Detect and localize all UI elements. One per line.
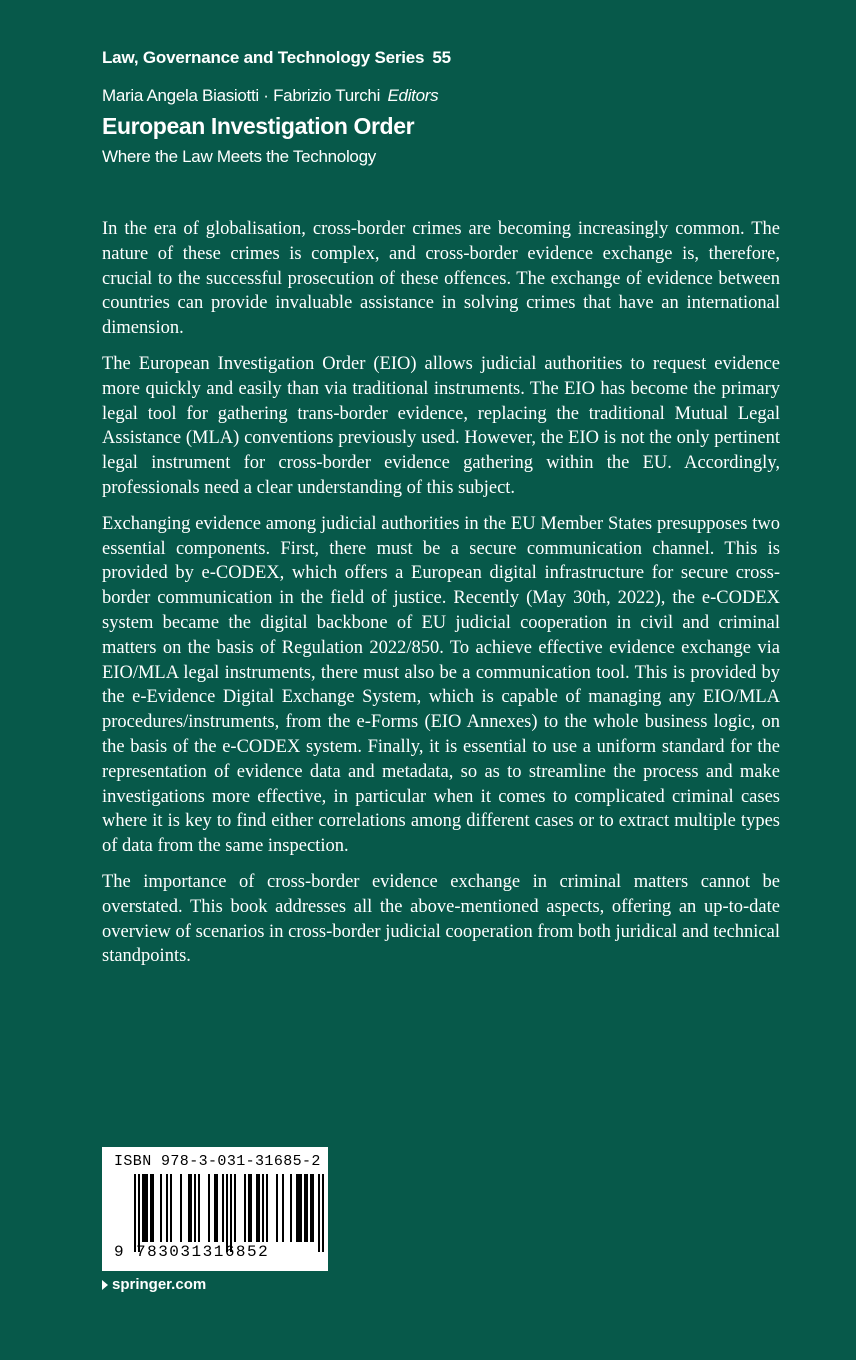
barcode-bar [310,1174,312,1242]
barcode-bar [146,1174,148,1242]
barcode-bar [296,1174,298,1242]
barcode-bar [258,1174,260,1242]
ean-digits: 783031316852 [136,1243,270,1261]
book-subtitle: Where the Law Meets the Technology [102,147,376,166]
barcode-bar [282,1174,284,1242]
series-number: 55 [432,48,451,67]
arrow-right-icon [102,1280,108,1290]
barcode-bar [322,1174,324,1252]
isbn-barcode [102,1147,328,1271]
barcode-bar [262,1174,264,1242]
book-title: European Investigation Order [102,113,415,139]
barcode-bar [298,1174,300,1242]
barcode-bar [266,1174,268,1242]
barcode-bar [166,1174,168,1242]
series-line [102,48,451,68]
editor-names: Maria Angela Biasiotti · Fabrizio Turchi [102,86,381,105]
barcode-bar [194,1174,196,1242]
barcode-bar [188,1174,190,1242]
barcode-bar [256,1174,258,1242]
barcode-bar [222,1174,224,1242]
barcode-bar [180,1174,182,1242]
barcode-bar [214,1174,216,1242]
barcode-bar [150,1174,152,1242]
publisher-url: springer.com [112,1276,207,1293]
barcode-bar [300,1174,302,1242]
barcode-bar [170,1174,172,1242]
blurb-paragraph: Exchanging evidence among judicial authorities in the EU Member States presupposes two essential components. First, there must be a secure communication channel. This is provided by e-CODEX, which offers a European digital infrastructure for secure cross-border communication in the field of justice. Recently (May 30th, 2022), the e-CODEX system became the digital backbone of EU judicial cooperation in civil and criminal matters on the basis of Regulation 2022/850. To achieve effective evidence exchange via EIO/MLA legal instruments, there must also be a communication tool. This is provided by the e-Evidence Digital Exchange System, which is capable of managing any EIO/MLA procedures/instruments, from the e-Forms (EIO Annexes) to the whole business logic, on the basis of the e-CODEX system. Finally, it is essential to use a uniform standard for the representation of evidence data and metadata, so as to streamline the process and make investigations more effective, in particular when it comes to complicated criminal cases where it is key to find either correlations among different cases or to extract multiple types of data from the same inspection. [102,513,780,857]
barcode-bar [134,1174,136,1252]
ean-first-digit: 9 [114,1243,124,1261]
barcode-bar [190,1174,192,1242]
barcode-bar [226,1174,228,1252]
barcode-bar [248,1174,250,1242]
isbn-label: ISBN 978-3-031-31685-2 [114,1153,321,1170]
barcode-bar [306,1174,308,1242]
editors-role: Editors [387,86,439,105]
barcode-bar [244,1174,246,1242]
editors-line [102,86,438,106]
series-name: Law, Governance and Technology Series [102,48,425,67]
barcode-bar [160,1174,162,1242]
barcode-bar [290,1174,292,1242]
barcode-bar [304,1174,306,1242]
barcode-bar [152,1174,154,1242]
blurb-paragraph: The European Investigation Order (EIO) allows judicial authorities to request evidence more quickly and easily than via traditional instruments. The EIO has become the primary legal tool for gathering trans-border evidence, replacing the traditional Mutual Legal Assistance (MLA) conventions previously used. However, the EIO is not the only pertinent legal instrument for cross-border evidence gathering within the EU. Accordingly, professionals need a clear understanding of this subject. [102,353,780,498]
barcode-bar [216,1174,218,1242]
barcode-bar [142,1174,144,1242]
barcode-bar [250,1174,252,1242]
barcode-bar [318,1174,320,1252]
blurb-paragraph: The importance of cross-border evidence exchange in criminal matters cannot be overstated. This book addresses all the above-mentioned aspects, offering an up-to-date overview of scenarios in cross-border judicial cooperation from both juridical and technical standpoints. [102,871,780,967]
blurb-paragraph: In the era of globalisation, cross-border crimes are becoming increasingly common. The nature of these crimes is complex, and cross-border evidence exchange is, therefore, crucial to the successful prosecution of these offences. The exchange of evidence between countries can provide invaluable assistance in solving crimes that have an international dimension. [102,219,780,339]
barcode-bar [312,1174,314,1242]
barcode-bar [138,1174,140,1252]
barcode-bar [234,1174,236,1242]
barcode-bar [208,1174,210,1242]
publisher-link[interactable] [102,1276,206,1293]
barcode-bar [230,1174,232,1252]
blurb-text [102,217,780,980]
barcode-bar [198,1174,200,1242]
barcode-bar [144,1174,146,1242]
barcode-bar [276,1174,278,1242]
